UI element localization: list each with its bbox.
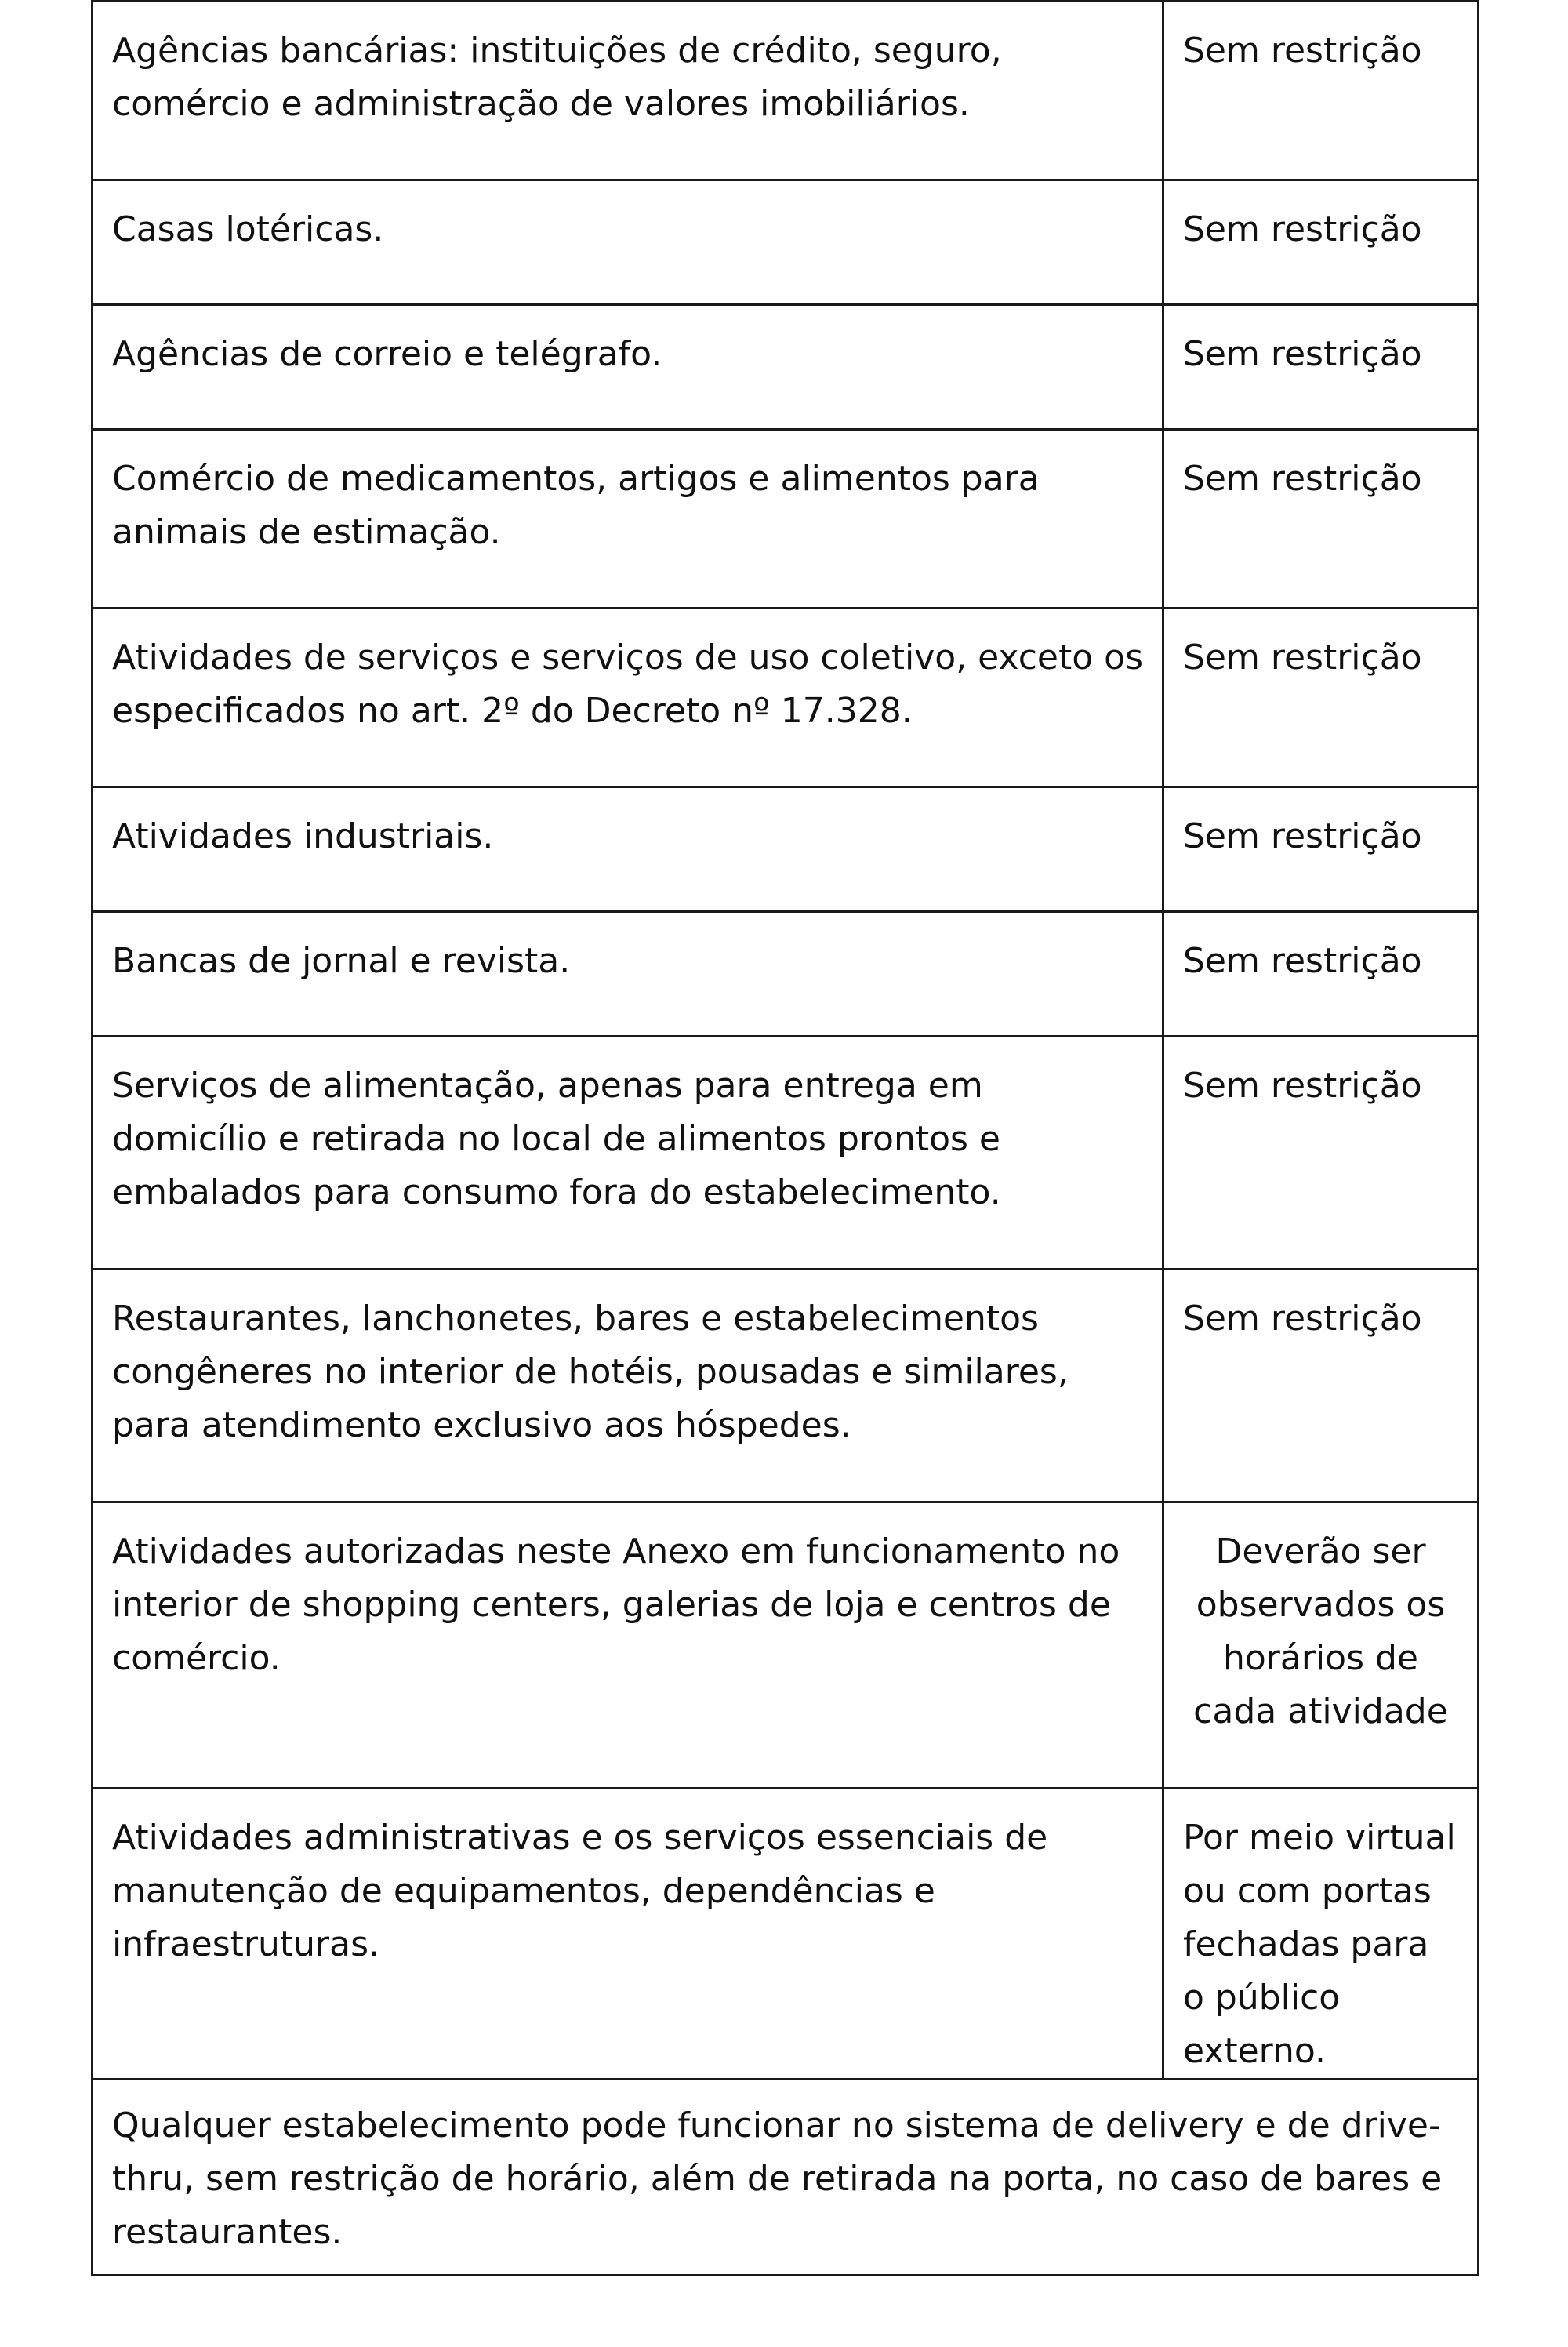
table-row: [93, 609, 1479, 787]
restriction-cell: Sem restrição: [1163, 430, 1479, 609]
table-row: [93, 1037, 1479, 1270]
table-row: [93, 787, 1479, 912]
table-row: [93, 1270, 1479, 1502]
activity-cell: Atividades de serviços e serviços de uso coletivo, exceto os especificados no art. 2º do Decreto nº 17.328.: [93, 609, 1163, 787]
activity-cell: Restaurantes, lanchonetes, bares e estabelecimentos congêneres no interior de hotéis, pousadas e similares, para atendimento exclusivo aos hóspedes.: [93, 1270, 1163, 1502]
activity-cell: Serviços de alimentação, apenas para entrega em domicílio e retirada no local de alimentos prontos e embalados para consumo fora do estabelecimento.: [93, 1037, 1163, 1270]
table-row: [93, 180, 1479, 305]
activity-cell: Agências de correio e telégrafo.: [93, 305, 1163, 430]
activity-cell: Atividades autorizadas neste Anexo em funcionamento no interior de shopping centers, galerias de loja e centros de comércio.: [93, 1502, 1163, 1789]
table-row: [93, 2, 1479, 180]
restriction-cell: Sem restrição: [1163, 609, 1479, 787]
activities-table: [91, 0, 1479, 2276]
table-row: [93, 1502, 1479, 1789]
restriction-cell: Por meio virtual ou com portas fechadas para o público externo.: [1163, 1789, 1479, 2080]
activity-cell: Comércio de medicamentos, artigos e alimentos para animais de estimação.: [93, 430, 1163, 609]
activity-cell: Casas lotéricas.: [93, 180, 1163, 305]
restriction-cell: Sem restrição: [1163, 1037, 1479, 1270]
restriction-cell: Sem restrição: [1163, 912, 1479, 1037]
table-row: [93, 430, 1479, 609]
restriction-cell: Sem restrição: [1163, 305, 1479, 430]
activity-cell: Atividades industriais.: [93, 787, 1163, 912]
restriction-cell: Sem restrição: [1163, 180, 1479, 305]
restriction-cell: Sem restrição: [1163, 1270, 1479, 1502]
table-row: [93, 912, 1479, 1037]
table-footer-row: [93, 2080, 1479, 2276]
document-page: [91, 0, 1477, 2276]
footer-note: Qualquer estabelecimento pode funcionar no sistema de delivery e de drive-thru, sem restrição de horário, além de retirada na porta, no caso de bares e restaurantes.: [93, 2080, 1479, 2276]
activity-cell: Bancas de jornal e revista.: [93, 912, 1163, 1037]
restriction-cell: Sem restrição: [1163, 787, 1479, 912]
restriction-cell: Deverão ser observados os horários de cada atividade: [1163, 1502, 1479, 1789]
restriction-cell: Sem restrição: [1163, 2, 1479, 180]
activity-cell: Agências bancárias: instituições de crédito, seguro, comércio e administração de valores imobiliários.: [93, 2, 1163, 180]
activity-cell: Atividades administrativas e os serviços essenciais de manutenção de equipamentos, dependências e infraestruturas.: [93, 1789, 1163, 2080]
table-row: [93, 1789, 1479, 2080]
table-row: [93, 305, 1479, 430]
